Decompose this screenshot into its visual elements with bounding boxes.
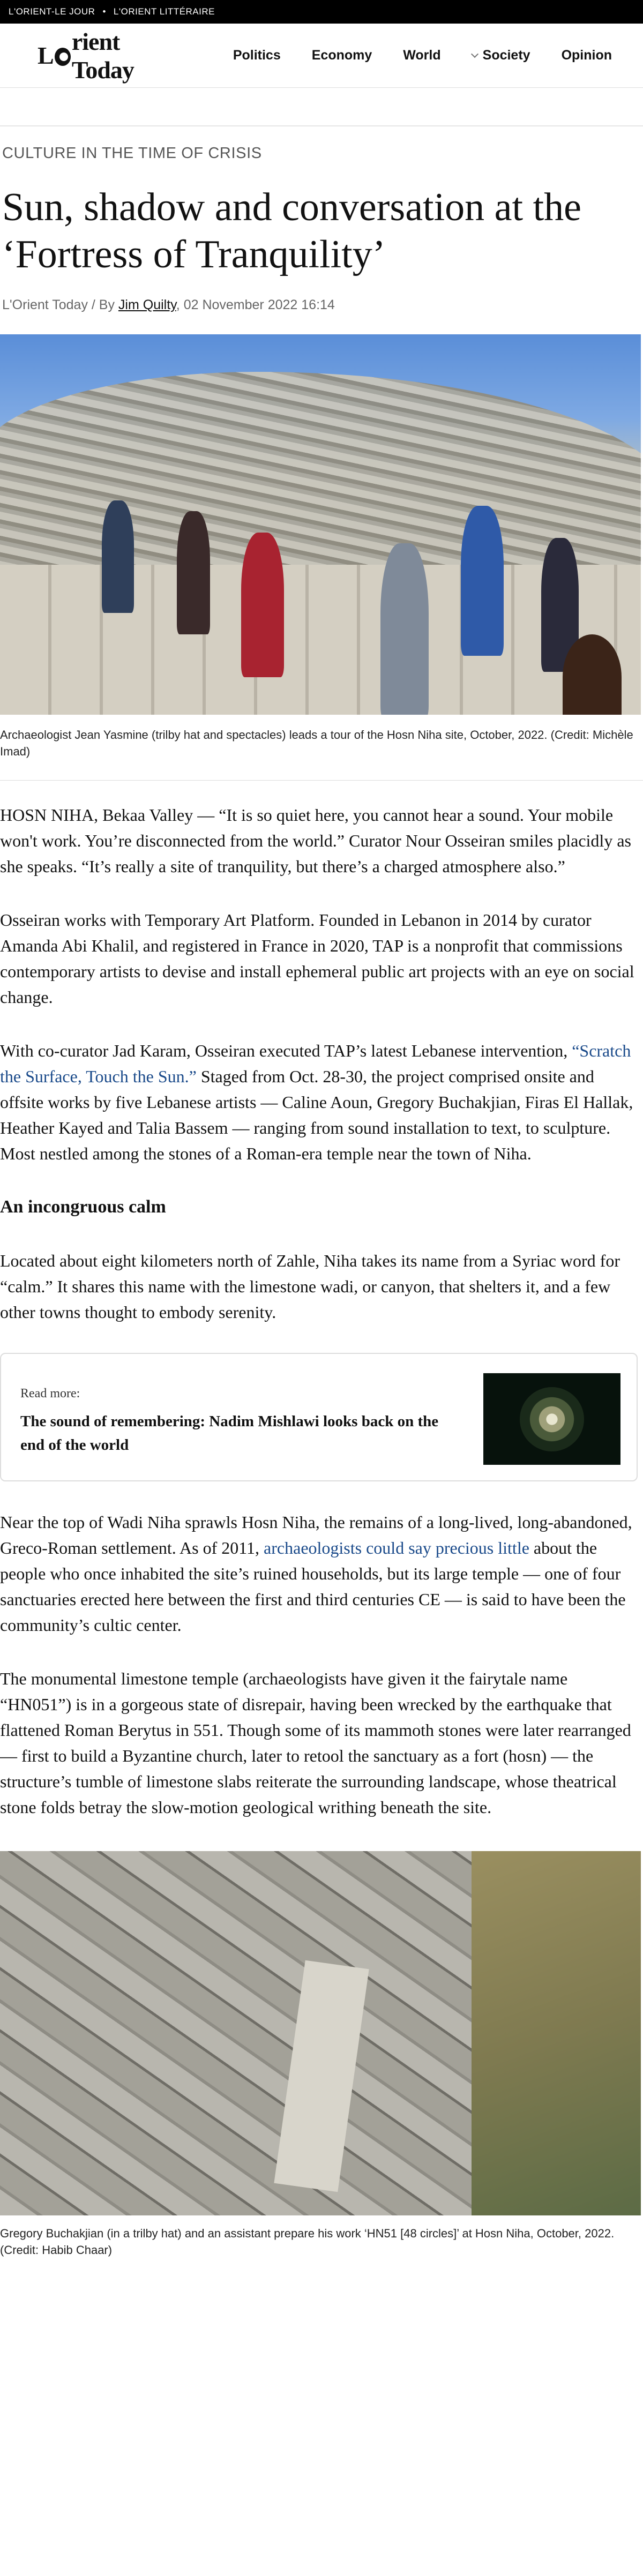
logo-o-mark <box>55 48 71 66</box>
nav-politics-label: Politics <box>233 48 281 63</box>
nav-opinion[interactable] <box>562 48 612 63</box>
article-image <box>0 1851 641 2215</box>
paragraph-text: about the people who once inhabited the site’s ruined households, but its large temple — one of four sanctuaries erected here between the first and third centuries CE — is said to have been the community’s cultic center. <box>0 1538 626 1635</box>
hero-figure <box>102 500 134 613</box>
nav-world[interactable] <box>403 48 440 63</box>
byline-date: , 02 November 2022 16:14 <box>176 297 335 312</box>
read-more-title[interactable]: The sound of remembering: Nadim Mishlawi looks back on the end of the world <box>20 1413 439 1454</box>
nav-world-label: World <box>403 48 441 63</box>
byline <box>0 297 643 313</box>
top-strip <box>0 0 643 24</box>
site-header <box>0 24 643 88</box>
image-grass <box>472 1851 641 2215</box>
nav-opinion-label: Opinion <box>561 48 612 63</box>
section-divider <box>0 125 643 126</box>
nav-economy-label: Economy <box>311 48 372 63</box>
hero-image <box>0 334 641 715</box>
archaeologists-link[interactable]: archaeologists could say precious little <box>264 1538 529 1557</box>
main-nav <box>233 48 643 63</box>
paragraph-text: With co-curator Jad Karam, Osseiran executed TAP’s latest Lebanese intervention, <box>0 1041 572 1060</box>
lorient-litteraire-link[interactable]: L'ORIENT LITTÉRAIRE <box>113 6 215 17</box>
nav-economy[interactable] <box>312 48 372 63</box>
read-more-label: Read more: <box>20 1387 80 1401</box>
paragraph: HOSN NIHA, Bekaa Valley — “It is so quiet here, you cannot hear a sound. Your mobile won't work. You’re disconnected from the world.” Curator Nour Osseiran smiles placidly as she speaks. “It’s really a site of tranquility, but there’s a charged atmosphere also.” <box>0 805 631 876</box>
nav-politics[interactable] <box>233 48 281 63</box>
dome-image <box>520 1387 584 1451</box>
paragraph <box>0 1509 638 1638</box>
author-link[interactable]: Jim Quilty <box>118 297 176 312</box>
paragraph-text: Staged from Oct. 28-30, the project comprised onsite and offsite works by five Lebanese artists — Caline Aoun, Gregory Buchakjian, Firas El Hallak, Heather Kayed and Talia Bassem — ranging from sound installation to text, to sculpture. Most nestled among the stones of a Roman-era temple near the town of Niha. <box>0 1067 633 1163</box>
read-more-thumbnail[interactable] <box>483 1373 620 1465</box>
image-caption: Gregory Buchakjian (in a trilby hat) and an assistant prepare his work ‘HN51 [48 circles]’ at Hosn Niha, October, 2022. (Credit: Habib Chaar) <box>0 2227 615 2257</box>
image-rocks <box>0 1851 482 2215</box>
chevron-down-icon <box>471 50 478 57</box>
article-body <box>0 802 638 1820</box>
paragraph: Osseiran works with Temporary Art Platform. Founded in Lebanon in 2014 by curator Amanda Abi Khalil, and registered in France in 2020, TAP is a nonprofit that commissions contemporary artists to devise and install ephemeral public art projects with an eye on social change. <box>0 910 634 1007</box>
section-subhead: An incongruous calm <box>0 1197 166 1217</box>
nav-society-label: Society <box>482 48 530 63</box>
nav-society[interactable] <box>472 48 530 63</box>
byline-prefix: L'Orient Today / By <box>2 297 118 312</box>
logo-text-end: rient Today <box>71 27 134 84</box>
ad-gap <box>0 88 643 125</box>
site-logo[interactable] <box>38 27 174 84</box>
paragraph <box>0 1038 638 1166</box>
lorient-le-jour-link[interactable]: L'ORIENT-LE JOUR <box>9 6 95 17</box>
logo-text-start: L <box>38 42 54 69</box>
caption-divider <box>0 780 643 781</box>
read-more-card[interactable] <box>0 1353 638 1481</box>
paragraph-text: Near the top of Wadi Niha sprawls Hosn Niha, the remains of a long-lived, long-abandoned, Greco-Roman settlement. As of 2011, <box>0 1512 632 1557</box>
hero-figure <box>563 634 622 715</box>
hero-figure <box>241 533 284 677</box>
hero-caption: Archaeologist Jean Yasmine (trilby hat and spectacles) leads a tour of the Hosn Niha site, October, 2022. (Credit: Michèle Imad) <box>0 728 633 758</box>
article-kicker[interactable]: CULTURE IN THE TIME OF CRISIS <box>2 145 262 162</box>
hero-figure <box>380 543 429 715</box>
paragraph: The monumental limestone temple (archaeologists have given it the fairytale name “HN051”) is in a gorgeous state of disrepair, having been wrecked by the earthquake that flattened Roman Berytus in 551. Though some of its mammoth stones were later rearranged — first to build a Byzantine church, later to retool the sanctuary as a fort (hosn) — the structure’s tumble of limestone slabs reiterate the surrounding landscape, whose theatrical stone folds betray the slow-motion geological writhing beneath the site. <box>0 1669 631 1817</box>
hero-figure <box>177 511 210 634</box>
paragraph: Located about eight kilometers north of Zahle, Niha takes its name from a Syriac word for “calm.” It shares this name with the limestone wadi, or canyon, that shelters it, and a few other towns thought to embody serenity. <box>0 1251 620 1322</box>
scratch-the-surface-link[interactable]: “Scratch the Surface, Touch the Sun.” <box>0 1041 631 1086</box>
hero-figure <box>461 506 504 656</box>
article-title: Sun, shadow and conversation at the ‘Fortress of Tranquility’ <box>2 185 581 276</box>
topbar-separator: • <box>102 6 106 17</box>
